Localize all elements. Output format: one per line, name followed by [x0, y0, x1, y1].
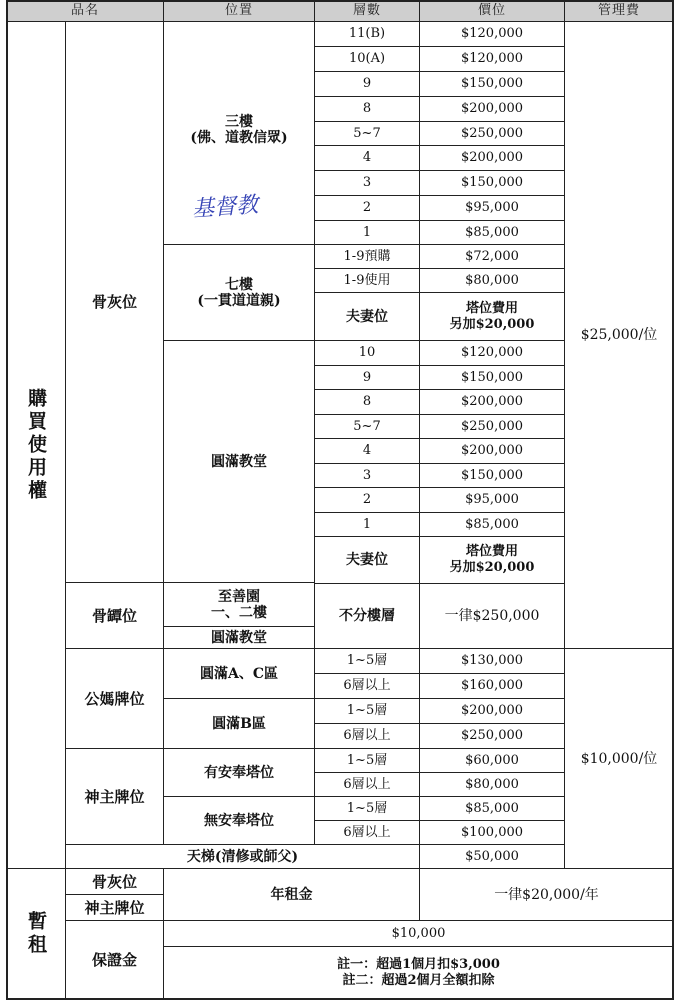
yuanman-row-floor: 2 — [314, 487, 420, 513]
yuanman-row-price: $150,000 — [419, 463, 565, 488]
yuanman-row-price: $85,000 — [419, 512, 565, 537]
header-name: 品名 — [6, 0, 164, 22]
ancestral-row-price: $160,000 — [419, 673, 565, 699]
ancestral-row-floor: 1~5層 — [314, 698, 420, 724]
seventh-floor-row-floor: 1-9預購 — [314, 244, 420, 269]
third-floor-row-floor: 2 — [314, 195, 420, 221]
seventh-floor-location: 七樓 (一貫道道親) — [163, 244, 315, 341]
spirit-row-floor: 1~5層 — [314, 748, 420, 773]
third-floor-row-price: $120,000 — [419, 46, 565, 72]
ancestral-row-floor: 6層以上 — [314, 723, 420, 749]
heaven-ladder-price: $50,000 — [419, 844, 565, 869]
spirit-group-label: 無安奉塔位 — [163, 796, 315, 845]
third-floor-row-price: $85,000 — [419, 220, 565, 246]
yuanman-row-floor: 4 — [314, 438, 420, 464]
bone-urn-floor: 不分樓層 — [314, 582, 420, 649]
spirit-row-price: $80,000 — [419, 772, 565, 797]
third-floor-row-floor: 11(B) — [314, 21, 420, 47]
handwritten-note: 基督教 — [191, 192, 259, 223]
ancestral-group-label: 圓滿B區 — [163, 698, 315, 749]
deposit-notes: 註一：超過1個月扣$3,000 註二：超過2個月全額扣除 — [163, 946, 674, 1000]
third-floor-row-price: $150,000 — [419, 170, 565, 196]
yuanman-row-price: $250,000 — [419, 414, 565, 439]
yuanman-row-floor: 9 — [314, 365, 420, 390]
yuanman-location: 圓滿教堂 — [163, 340, 315, 583]
third-floor-row-price: $150,000 — [419, 71, 565, 97]
third-floor-row-price: $95,000 — [419, 195, 565, 221]
yuanman-row-price: $120,000 — [419, 340, 565, 366]
yuanman-row-floor: 10 — [314, 340, 420, 366]
seventh-floor-row-price: 塔位費用 另加$20,000 — [419, 292, 565, 342]
yuanman-row-price: 塔位費用 另加$20,000 — [419, 536, 565, 584]
yuanman-row-floor: 5~7 — [314, 414, 420, 439]
ancestral-row-floor: 1~5層 — [314, 648, 420, 674]
third-floor-row-floor: 3 — [314, 170, 420, 196]
annual-rent-label: 年租金 — [163, 868, 420, 921]
deposit-label: 保證金 — [65, 920, 164, 1000]
yuanman-row-floor: 3 — [314, 463, 420, 488]
third-floor-row-floor: 8 — [314, 96, 420, 122]
bone-urn-label: 骨罈位 — [65, 582, 164, 649]
yuanman-row-price: $150,000 — [419, 365, 565, 390]
yuanman-row-floor: 8 — [314, 389, 420, 415]
management-fee-tablets: $10,000/位 — [564, 648, 674, 869]
ash-label: 骨灰位 — [65, 21, 164, 583]
purchase-label: 購買使用權 — [6, 21, 66, 869]
spirit-row-floor: 1~5層 — [314, 796, 420, 821]
ancestral-row-price: $130,000 — [419, 648, 565, 674]
header-management-fee: 管理費 — [564, 0, 674, 22]
spirit-row-price: $60,000 — [419, 748, 565, 773]
yuanman-row-price: $200,000 — [419, 389, 565, 415]
ancestral-row-price: $200,000 — [419, 698, 565, 724]
annual-rent-price: 一律$20,000/年 — [419, 868, 674, 921]
rent-label: 暫租 — [6, 868, 66, 1000]
spirit-row-price: $85,000 — [419, 796, 565, 821]
header-price: 價位 — [419, 0, 565, 22]
third-floor-row-floor: 1 — [314, 220, 420, 246]
spirit-row-price: $100,000 — [419, 820, 565, 845]
seventh-floor-row-price: $80,000 — [419, 268, 565, 293]
seventh-floor-row-floor: 夫妻位 — [314, 292, 420, 342]
yuanman-row-floor: 1 — [314, 512, 420, 537]
yuanman-row-floor: 夫妻位 — [314, 536, 420, 584]
third-floor-row-price: $120,000 — [419, 21, 565, 47]
third-floor-row-price: $200,000 — [419, 96, 565, 122]
spirit-row-floor: 6層以上 — [314, 820, 420, 845]
seventh-floor-row-price: $72,000 — [419, 244, 565, 269]
management-fee-ash: $25,000/位 — [564, 21, 674, 649]
bone-urn-location-2: 圓滿教堂 — [163, 626, 315, 649]
rent-spirit-label: 神主牌位 — [65, 894, 164, 921]
header-location: 位置 — [163, 0, 315, 22]
rent-ash-label: 骨灰位 — [65, 868, 164, 895]
bone-urn-price: 一律$250,000 — [419, 582, 565, 649]
third-floor-row-floor: 10(A) — [314, 46, 420, 72]
yuanman-row-price: $200,000 — [419, 438, 565, 464]
ancestral-row-price: $250,000 — [419, 723, 565, 749]
spirit-group-label: 有安奉塔位 — [163, 748, 315, 797]
heaven-ladder-label: 天梯(清修或師父) — [65, 844, 420, 869]
third-floor-row-floor: 9 — [314, 71, 420, 97]
header-floor: 層數 — [314, 0, 420, 22]
ancestral-tablet-label: 公媽牌位 — [65, 648, 164, 749]
spirit-tablet-label: 神主牌位 — [65, 748, 164, 845]
third-floor-row-floor: 4 — [314, 145, 420, 171]
ancestral-row-floor: 6層以上 — [314, 673, 420, 699]
bone-urn-location-1: 至善園 一、二樓 — [163, 582, 315, 627]
price-table — [6, 0, 674, 1000]
third-floor-location: 三樓 (佛、道教信眾) — [163, 21, 315, 245]
deposit-amount: $10,000 — [163, 920, 674, 947]
yuanman-row-price: $95,000 — [419, 487, 565, 513]
third-floor-row-price: $250,000 — [419, 121, 565, 146]
spirit-row-floor: 6層以上 — [314, 772, 420, 797]
third-floor-row-floor: 5~7 — [314, 121, 420, 146]
ancestral-group-label: 圓滿A、C區 — [163, 648, 315, 699]
third-floor-row-price: $200,000 — [419, 145, 565, 171]
seventh-floor-row-floor: 1-9使用 — [314, 268, 420, 293]
